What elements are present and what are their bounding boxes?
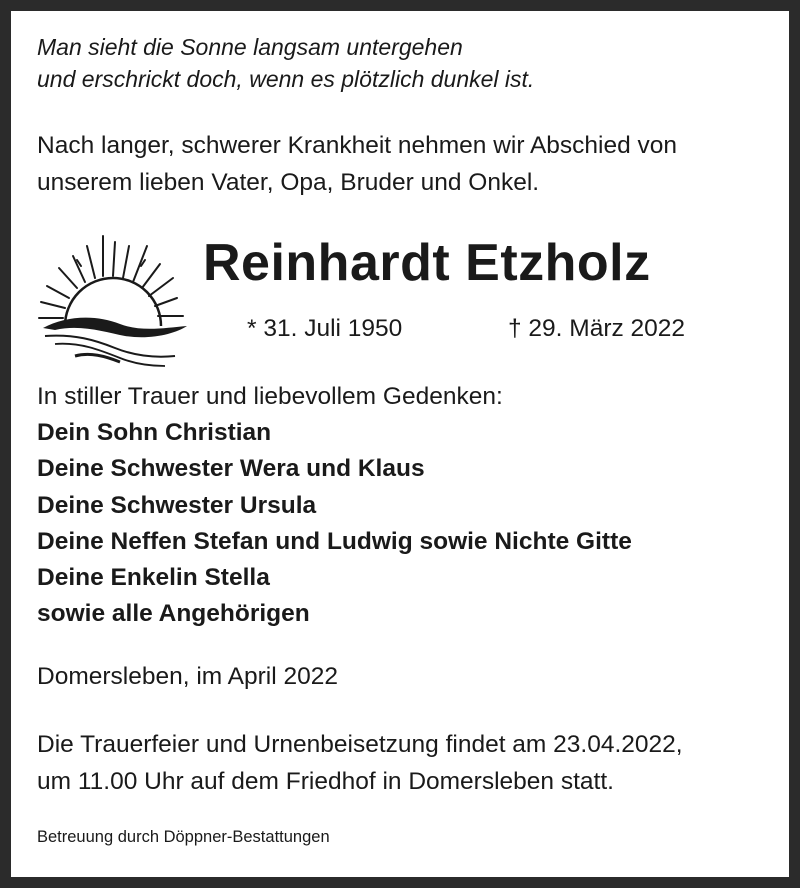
mourner-line: Dein Sohn Christian	[37, 419, 272, 447]
intro-text	[37, 127, 677, 201]
mourner-line: sowie alle Angehörigen	[37, 600, 310, 628]
place-and-date: Domersleben, im April 2022	[37, 663, 338, 690]
ceremony-info	[37, 726, 683, 800]
setting-sun-icon	[25, 216, 195, 376]
birth-date: * 31. Juli 1950	[247, 315, 403, 342]
mourner-line: Deine Enkelin Stella	[37, 564, 270, 592]
intro-line: unserem lieben Vater, Opa, Bruder und Onkel.	[37, 169, 540, 196]
mourners-list	[37, 379, 632, 632]
epigraph-quote	[37, 31, 534, 95]
deceased-name: Reinhardt Etzholz	[203, 234, 651, 292]
mourner-line: Deine Schwester Ursula	[37, 491, 317, 519]
mourner-line: Deine Neffen Stefan und Ludwig sowie Nichte Gitte	[37, 527, 632, 555]
mourner-line: Deine Schwester Wera und Klaus	[37, 455, 425, 483]
death-date: † 29. März 2022	[508, 315, 686, 342]
mourners-heading: In stiller Trauer und liebevollem Gedenken:	[37, 383, 503, 410]
quote-line: Man sieht die Sonne langsam untergehen	[37, 34, 463, 60]
funeral-home-note: Betreuung durch Döppner-Bestattungen	[37, 828, 330, 846]
ceremony-line: um 11.00 Uhr auf dem Friedhof in Domersleben statt.	[37, 768, 614, 795]
intro-line: Nach langer, schwerer Krankheit nehmen wir Abschied von	[37, 132, 678, 159]
obituary-notice	[11, 11, 789, 877]
quote-line: und erschrickt doch, wenn es plötzlich dunkel ist.	[37, 66, 535, 92]
ceremony-line: Die Trauerfeier und Urnenbeisetzung findet am 23.04.2022,	[37, 731, 683, 758]
